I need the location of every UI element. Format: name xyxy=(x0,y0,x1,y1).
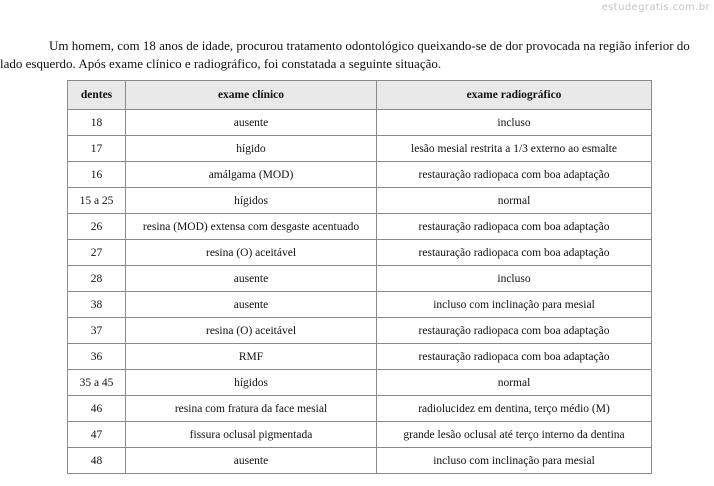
table-header-row xyxy=(68,81,652,110)
tooth-cell: 35 a 45 xyxy=(68,370,126,396)
table-body xyxy=(68,110,652,474)
table-row xyxy=(68,344,652,370)
clinical-exam-cell: fissura oclusal pigmentada xyxy=(126,422,377,448)
tooth-cell: 38 xyxy=(68,292,126,318)
table-row xyxy=(68,396,652,422)
tooth-cell: 46 xyxy=(68,396,126,422)
question-text-line-2: lado esquerdo. Após exame clínico e radiográfico, foi constatada a seguinte situação. xyxy=(0,56,442,71)
clinical-exam-cell: resina (MOD) extensa com desgaste acentuado xyxy=(126,214,377,240)
tooth-cell: 36 xyxy=(68,344,126,370)
clinical-exam-cell: ausente xyxy=(126,266,377,292)
radiographic-exam-cell: lesão mesial restrita a 1/3 externo ao esmalte xyxy=(377,136,652,162)
radiographic-exam-cell: grande lesão oclusal até terço interno da dentina xyxy=(377,422,652,448)
radiographic-exam-cell: incluso xyxy=(377,266,652,292)
tooth-cell: 48 xyxy=(68,448,126,474)
clinical-exam-cell: ausente xyxy=(126,110,377,136)
clinical-exam-cell: RMF xyxy=(126,344,377,370)
clinical-exam-cell: hígido xyxy=(126,136,377,162)
radiographic-exam-cell: incluso com inclinação para mesial xyxy=(377,292,652,318)
clinical-exam-cell: resina com fratura da face mesial xyxy=(126,396,377,422)
tooth-cell: 27 xyxy=(68,240,126,266)
table-row xyxy=(68,370,652,396)
radiographic-exam-cell: incluso com inclinação para mesial xyxy=(377,448,652,474)
tooth-cell: 47 xyxy=(68,422,126,448)
tooth-cell: 15 a 25 xyxy=(68,188,126,214)
table-row xyxy=(68,318,652,344)
table-row xyxy=(68,110,652,136)
radiographic-exam-cell: restauração radiopaca com boa adaptação xyxy=(377,214,652,240)
radiographic-exam-cell: restauração radiopaca com boa adaptação xyxy=(377,318,652,344)
table-row xyxy=(68,136,652,162)
table-row xyxy=(68,214,652,240)
radiographic-exam-cell: normal xyxy=(377,370,652,396)
radiographic-exam-cell: normal xyxy=(377,188,652,214)
table-row xyxy=(68,188,652,214)
tooth-cell: 28 xyxy=(68,266,126,292)
clinical-exam-cell: ausente xyxy=(126,448,377,474)
clinical-exam-cell: amálgama (MOD) xyxy=(126,162,377,188)
question-text-line-1: Um homem, com 18 anos de idade, procurou tratamento odontológico queixando-se de dor provocada na região inferior do xyxy=(49,38,690,53)
clinical-exam-cell: hígidos xyxy=(126,370,377,396)
header-dentes: dentes xyxy=(68,81,126,110)
header-exame-clinico: exame clínico xyxy=(126,81,377,110)
table-row xyxy=(68,240,652,266)
table-row xyxy=(68,448,652,474)
tooth-cell: 26 xyxy=(68,214,126,240)
question-text xyxy=(0,37,714,73)
radiographic-exam-cell: radiolucidez em dentina, terço médio (M) xyxy=(377,396,652,422)
table-row xyxy=(68,162,652,188)
tooth-cell: 37 xyxy=(68,318,126,344)
table-row xyxy=(68,292,652,318)
radiographic-exam-cell: restauração radiopaca com boa adaptação xyxy=(377,162,652,188)
clinical-exam-cell: resina (O) aceitável xyxy=(126,240,377,266)
radiographic-exam-cell: incluso xyxy=(377,110,652,136)
clinical-exam-cell: hígidos xyxy=(126,188,377,214)
exam-table xyxy=(67,80,652,474)
clinical-exam-cell: resina (O) aceitável xyxy=(126,318,377,344)
clinical-exam-cell: ausente xyxy=(126,292,377,318)
header-exame-radiografico: exame radiográfico xyxy=(377,81,652,110)
tooth-cell: 17 xyxy=(68,136,126,162)
tooth-cell: 18 xyxy=(68,110,126,136)
table-row xyxy=(68,422,652,448)
tooth-cell: 16 xyxy=(68,162,126,188)
radiographic-exam-cell: restauração radiopaca com boa adaptação xyxy=(377,240,652,266)
radiographic-exam-cell: restauração radiopaca com boa adaptação xyxy=(377,344,652,370)
table-row xyxy=(68,266,652,292)
watermark: estudegratis.com.br xyxy=(601,2,710,13)
